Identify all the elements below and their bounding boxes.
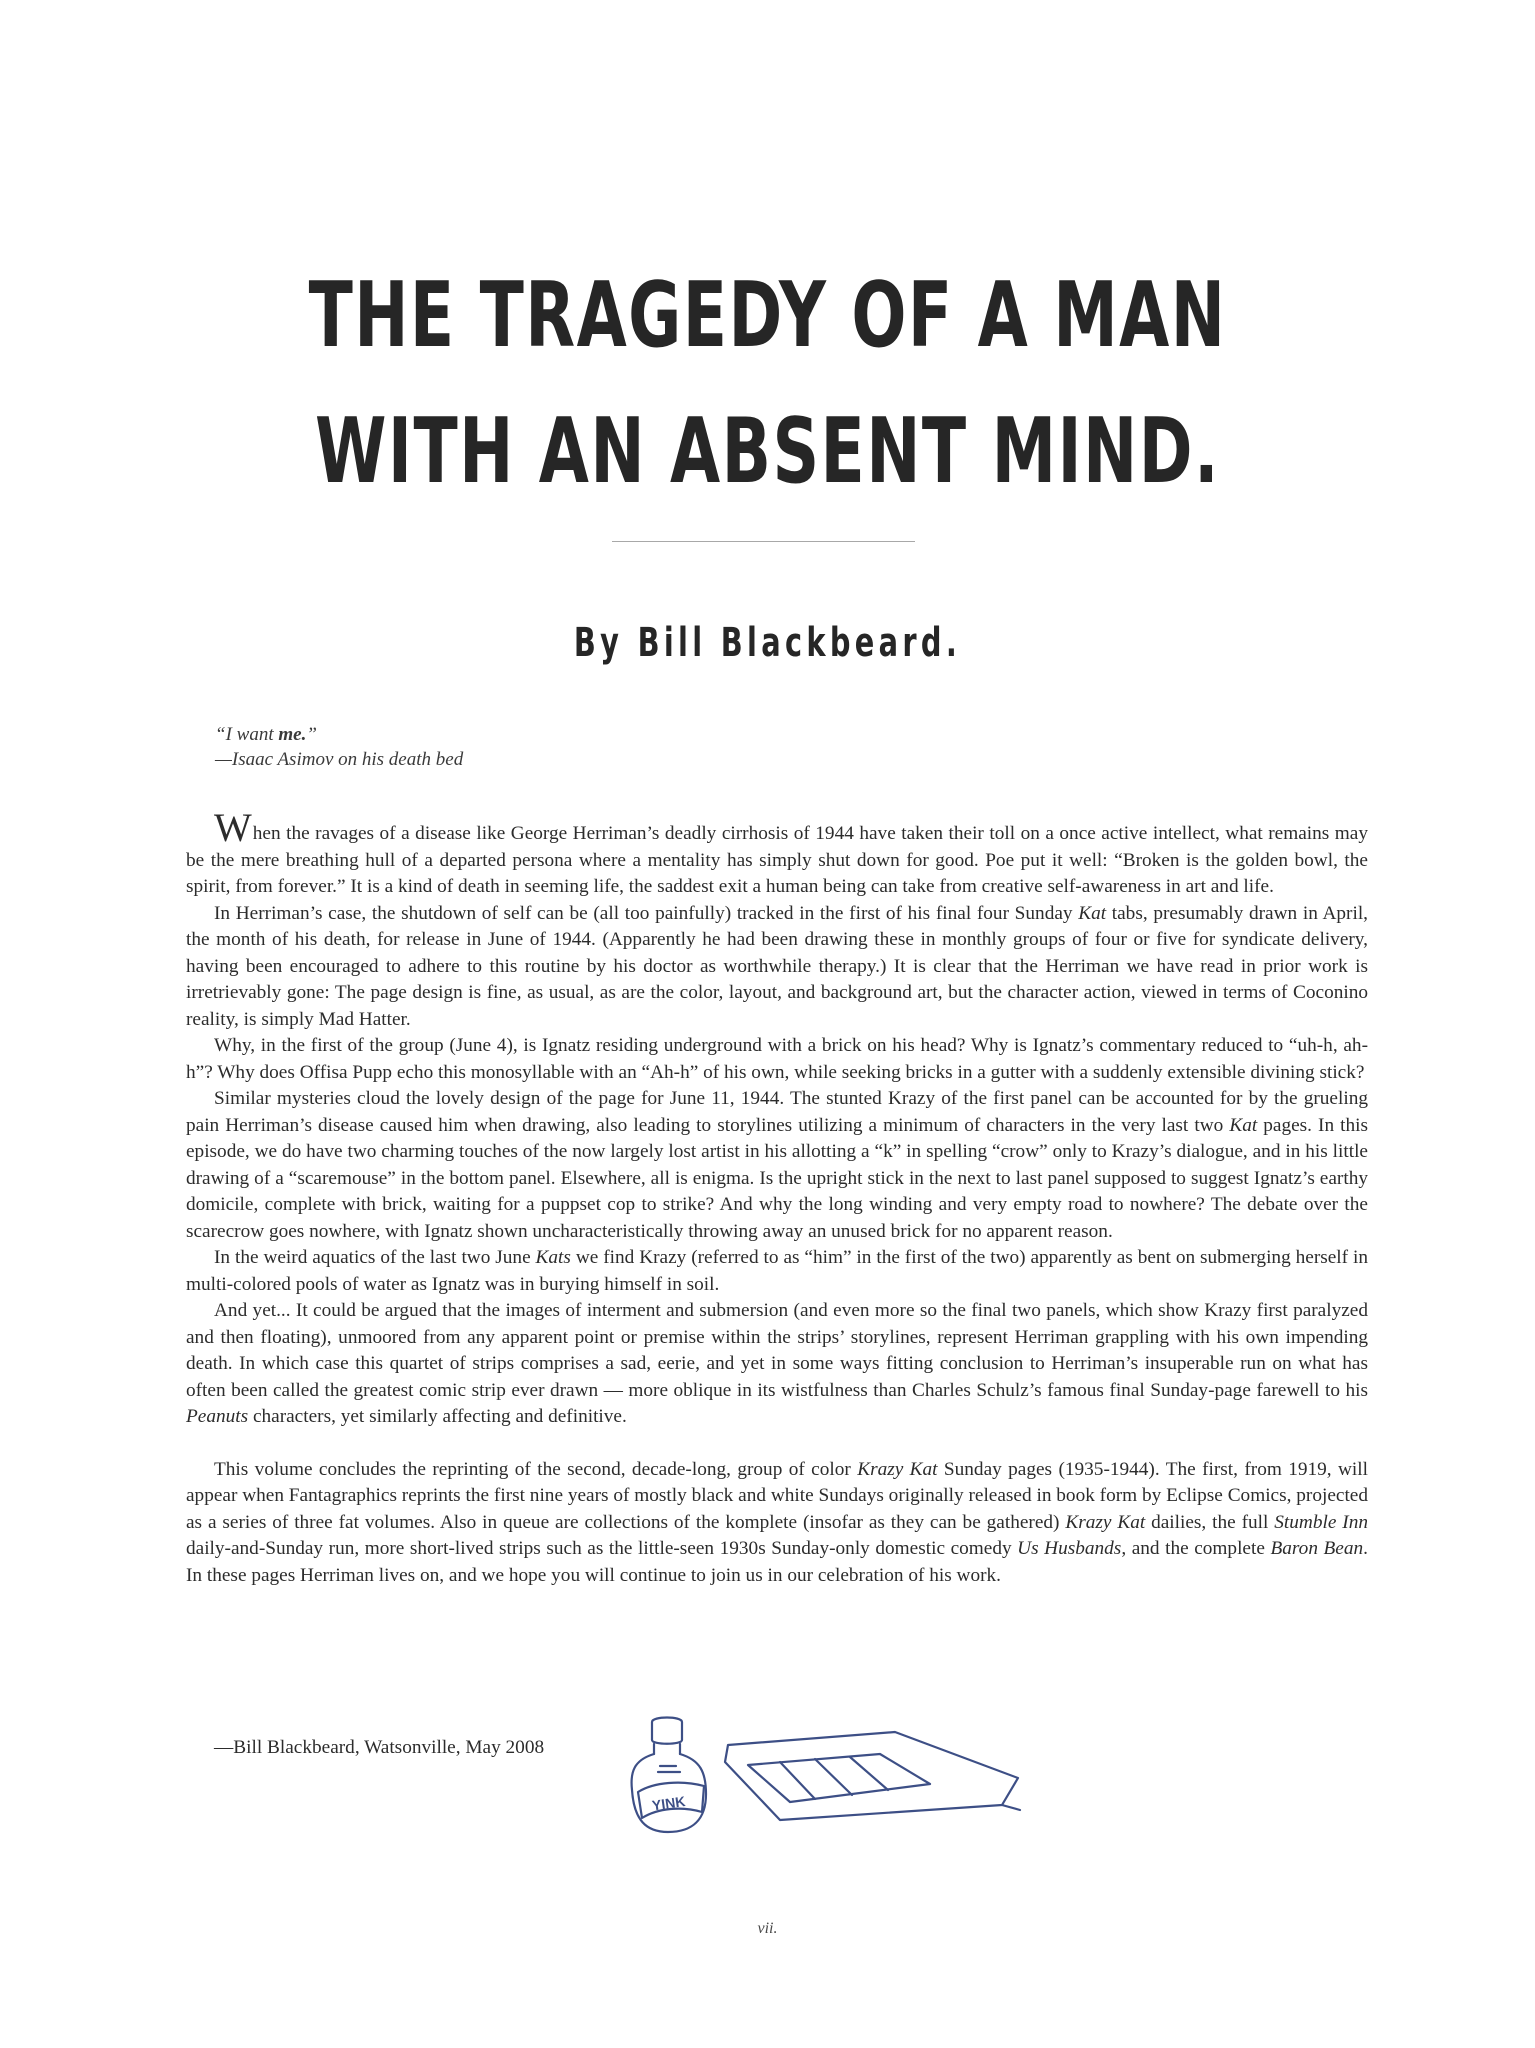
p7-d: daily-and-Sunday run, more short-lived strips such as the little-seen 1930s Sunday-only domestic comedy bbox=[186, 1538, 1018, 1559]
ink-bottle-label-text: YINK bbox=[650, 1792, 687, 1814]
article-title bbox=[215, 248, 1320, 520]
signoff: —Bill Blackbeard, Watsonville, May 2008 bbox=[214, 1737, 545, 1758]
p5-a: In the weird aquatics of the last two June bbox=[214, 1247, 536, 1268]
paper-panel-line-1 bbox=[780, 1762, 815, 1799]
p4-italic: Kat bbox=[1229, 1114, 1258, 1136]
epigraph-quote-bold: me. bbox=[278, 724, 307, 745]
ink-bottle-and-paper-drawing bbox=[630, 1710, 1030, 1840]
p7-italic-2: Krazy Kat bbox=[1065, 1511, 1146, 1533]
paragraph-3: Why, in the first of the group (June 4), is Ignatz residing underground with a brick on his head? Why is Ignatz’s commentary reduced to “uh-h, ah-h”? Why does Offisa Pupp echo this monosyllable with an “Ah-h” of his own, while seeking bricks in a gutter with a suddenly extensible divining stick? bbox=[186, 1035, 1368, 1083]
epigraph-quote-open: “I want bbox=[215, 724, 279, 745]
paragraph-5 bbox=[186, 1245, 1368, 1298]
paper-inner-frame bbox=[748, 1754, 930, 1802]
epigraph-attribution: —Isaac Asimov on his death bed bbox=[215, 749, 464, 770]
p6-b: characters, yet similarly affecting and definitive. bbox=[248, 1406, 627, 1427]
p7-b: Sunday pages (1935-1944). The first, from 1919, will appear when Fantagraphics reprints the first nine years of mostly black and white Sundays originally released in book form by Eclipse Comics, projected as a series of three fat volumes. Also in queue are collections of the komplete (insofar as they can be gathered) bbox=[186, 1458, 1368, 1533]
title-line-1: THE TRAGEDY OF A MAN bbox=[308, 263, 1227, 368]
p2-italic: Kat bbox=[1078, 902, 1107, 924]
p7-a: This volume concludes the reprinting of the second, decade-long, group of color bbox=[214, 1458, 858, 1480]
byline: By Bill Blackbeard. bbox=[573, 620, 962, 666]
p6-a: And yet... It could be argued that the images of interment and submersion (and even more so the final two panels, which show Krazy first paralyzed and then floating), unmoored from any apparent point or premise within the strips’ storylines, represent Herriman grappling with his own impending death. In which case this quartet of strips comprises a sad, eerie, and yet in some ways fitting conclusion to Herriman’s insuperable run on what has often been called the greatest comic strip ever drawn — more oblique in its wistfulness than Charles Schulz’s famous final Sunday-page farewell to his bbox=[186, 1300, 1368, 1401]
p4-b: pages. In this episode, we do have two charming touches of the now largely lost artist in his allotting a “k” in spelling “crow” only to Krazy’s dialogue, and in his little drawing of a “scaremouse” in the bottom panel. Elsewhere, all is enigma. Is the upright stick in the next to last panel supposed to suggest Ignatz’s earthy domicile, complete with brick, waiting for a puppset cop to strike? And why the long winding and very empty road to nowhere? The debate over the scarecrow goes nowhere, with Ignatz shown uncharacteristically throwing away an unused brick for no apparent reason. bbox=[186, 1114, 1368, 1242]
p2-b: tabs, presumably drawn in April, the month of his death, for release in June of 1944. (Apparently he had been drawing these in monthly groups of four or five for syndicate delivery, having been encouraged to adhere to this routine by his doctor as worthwhile therapy.) It is clear that the Herriman we have read in prior work is irretrievably gone: The page design is fine, as usual, as are the color, layout, and background art, but the character action, viewed in terms of Coconino reality, is simply Mad Hatter. bbox=[186, 902, 1368, 1030]
paper-corner-curl bbox=[1002, 1805, 1020, 1810]
p6-italic: Peanuts bbox=[186, 1406, 249, 1427]
p5-italic: Kats bbox=[535, 1247, 571, 1268]
p2-a: In Herriman’s case, the shutdown of self can be (all too painfully) tracked in the first of his final four Sunday bbox=[214, 902, 1079, 924]
ink-bottle-neck bbox=[654, 1744, 680, 1754]
article-body bbox=[186, 805, 1369, 1589]
p7-italic-5: Baron Bean bbox=[1270, 1538, 1364, 1559]
paper-panel-line-2 bbox=[815, 1759, 852, 1795]
paragraph-1 bbox=[186, 805, 1368, 901]
paragraph-6 bbox=[186, 1298, 1368, 1431]
p4-a: Similar mysteries cloud the lovely design of the page for June 11, 1944. The stunted Krazy of the first panel can be accounted for by the grueling pain Herriman’s disease caused him when drawing, also leading to storylines utilizing a minimum of characters in the very last two bbox=[186, 1088, 1368, 1136]
p7-italic-1: Krazy Kat bbox=[857, 1458, 938, 1480]
paragraph-1-text: hen the ravages of a disease like George Herriman’s deadly cirrhosis of 1944 have taken their toll on a once active intellect, what remains may be the mere breathing hull of a departed persona where a mentality has simply shut down for good. Poe put it well: “Broken is the golden bowl, the spirit, from forever.” It is a kind of death in seeming life, the saddest exit a human being can take from creative self-awareness in art and life. bbox=[186, 823, 1368, 897]
paragraph-7 bbox=[186, 1457, 1368, 1590]
paragraph-2 bbox=[186, 901, 1368, 1034]
p5-b: we find Krazy (referred to as “him” in the first of the two) apparently as bent on submerging herself in multi-colored pools of water as Ignatz was in burying himself in soil. bbox=[186, 1247, 1368, 1295]
p7-f: . In these pages Herriman lives on, and we hope you will continue to join us in our celebration of his work. bbox=[186, 1538, 1368, 1586]
epigraph-quote bbox=[215, 722, 815, 747]
paragraph-4 bbox=[186, 1086, 1368, 1245]
ink-bottle-cap bbox=[652, 1718, 682, 1744]
p7-c: dailies, the full bbox=[1145, 1511, 1275, 1533]
epigraph-quote-close: ” bbox=[306, 724, 317, 745]
epigraph bbox=[215, 722, 815, 772]
p7-e: , and the complete bbox=[1121, 1538, 1271, 1559]
title-divider bbox=[612, 541, 915, 542]
p7-italic-3: Stumble Inn bbox=[1274, 1511, 1369, 1533]
page-number: vii. bbox=[757, 1920, 778, 1937]
title-line-2: WITH AN ABSENT MIND. bbox=[314, 399, 1221, 504]
paper-panel-line-3 bbox=[850, 1757, 888, 1790]
drop-cap: W bbox=[214, 805, 252, 850]
p7-italic-4: Us Husbands bbox=[1017, 1538, 1122, 1559]
ink-bottle-shading bbox=[658, 1766, 680, 1772]
